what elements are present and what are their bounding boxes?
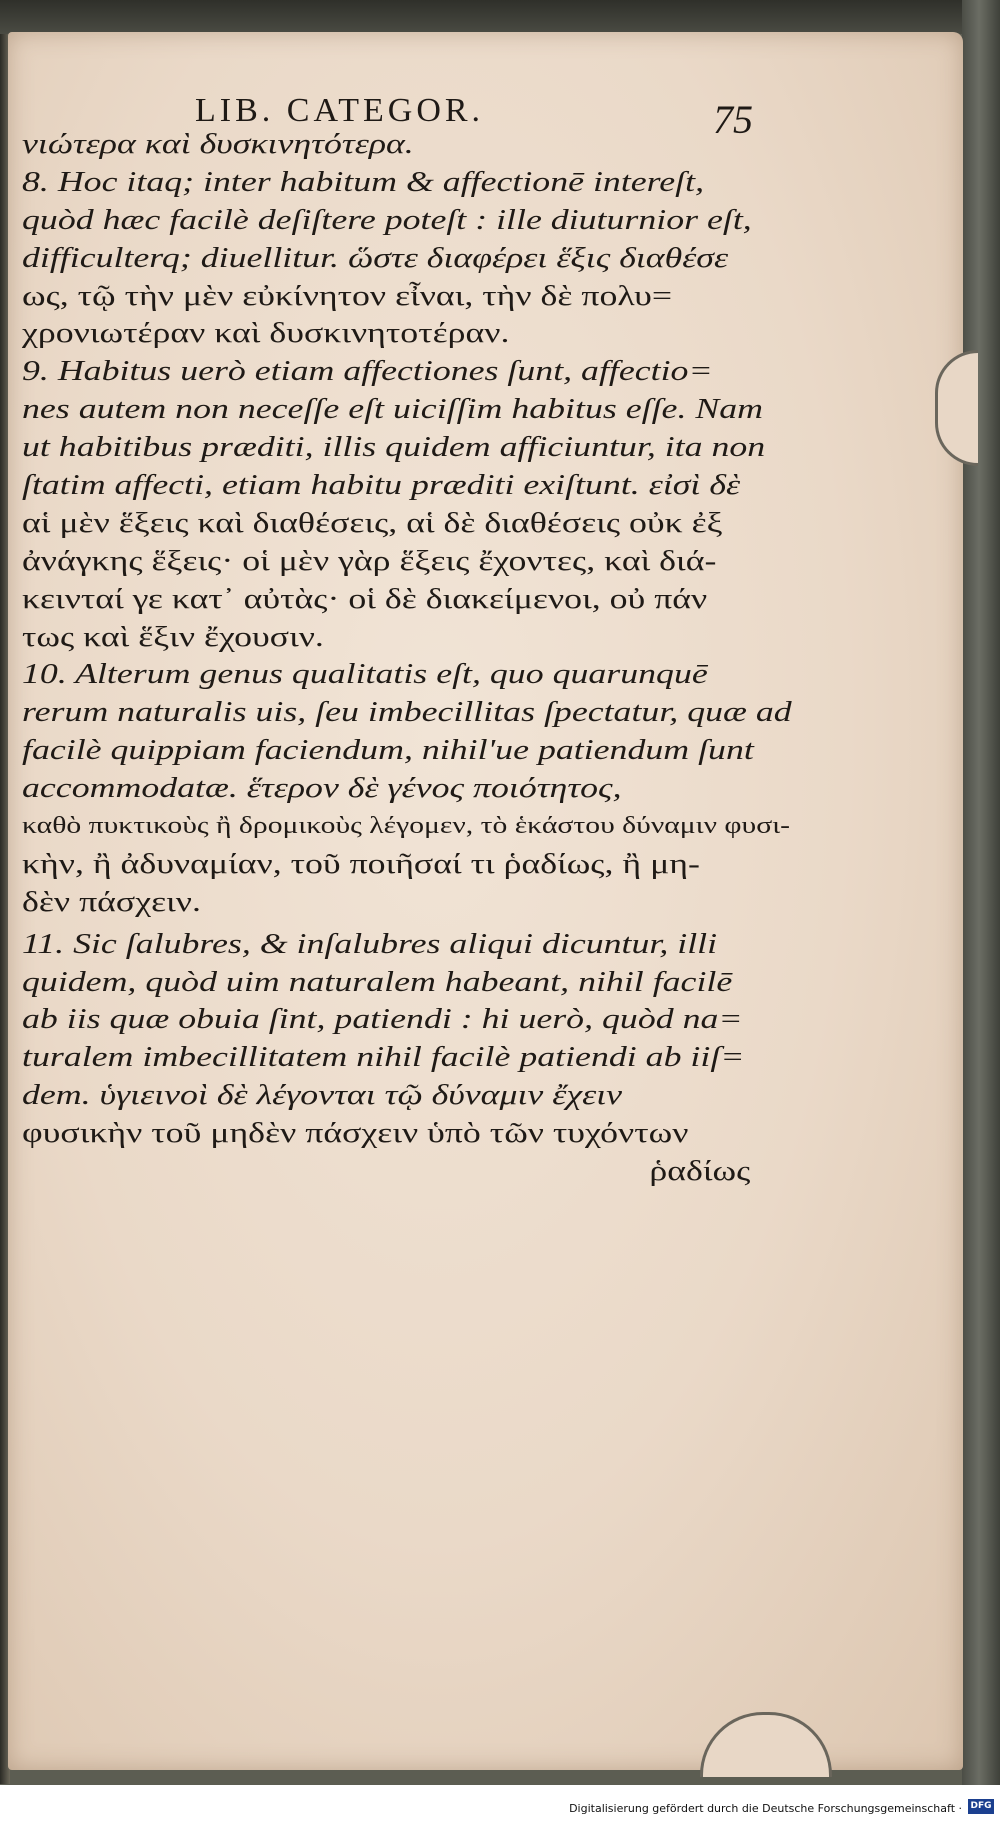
text-line: ως, τῷ τὴν μὲν εὐκίνητον εἶναι, τὴν δὲ πολυ= bbox=[22, 279, 673, 312]
book-cover-edge bbox=[962, 0, 1000, 1785]
text-line: χρονιωτέραν καὶ δυσκινητοτέραν. bbox=[22, 317, 510, 350]
page-number: 75 bbox=[713, 97, 753, 142]
text-line: κεινταί γε κατ᾽ αὐτὰς· οἱ δὲ διακείμενοι, οὐ πάν bbox=[22, 582, 708, 615]
text-line: κὴν, ἢ ἀδυναμίαν, τοῦ ποιῆσαί τι ῥαδίως, ἢ μη- bbox=[22, 847, 700, 880]
text-line: dem. ὑγιεινοὶ δὲ λέγονται τῷ δύναμιν ἔχειν bbox=[22, 1079, 623, 1112]
text-line: ἀνάγκης ἕξεις· οἱ μὲν γὰρ ἕξεις ἔχοντες, καὶ διά- bbox=[22, 544, 717, 577]
text-line: rerum naturalis uis, ſeu imbecillitas ſpectatur, quæ ad bbox=[22, 696, 792, 729]
digitization-credit: Digitalisierung gefördert durch die Deutsche Forschungsgemeinschaft · bbox=[569, 1802, 962, 1815]
scan-top-shadow bbox=[0, 0, 1000, 34]
text-line: 10. Alterum genus qualitatis eſt, quo quarunquē bbox=[22, 658, 708, 691]
text-line: αἱ μὲν ἕξεις καὶ διαθέσεις, αἱ δὲ διαθέσεις οὐκ ἐξ bbox=[22, 506, 723, 539]
text-line: 11. Sic ſalubres, & inſalubres aliqui dicuntur, illi bbox=[22, 927, 718, 960]
page-text-block bbox=[22, 92, 924, 1191]
text-line: ab iis quæ obuia ſint, patiendi : hi uerò, quòd na= bbox=[22, 1003, 743, 1036]
text-line: φυσικὴν τοῦ μηδὲν πάσχειν ὑπὸ τῶν τυχόντων bbox=[22, 1117, 689, 1150]
catchword: ῥαδίως bbox=[649, 1155, 751, 1188]
running-head: LIB. CATEGOR. bbox=[195, 92, 485, 129]
text-line: turalem imbecillitatem nihil facilè patiendi ab iiſ= bbox=[22, 1041, 745, 1074]
text-line: quòd hæc facilè deſiſtere poteſt : ille diuturnior eſt, bbox=[22, 203, 752, 236]
text-line: facilè quippiam faciendum, nihil'ue patiendum ſunt bbox=[22, 734, 754, 767]
text-line: νιώτερα καὶ δυσκινητότερα. bbox=[22, 128, 414, 160]
text-line: nes autem non neceſſe eſt uiciſſim habitus eſſe. Nam bbox=[22, 393, 764, 426]
text-line: accommodatæ. ἕτερον δὲ γένος ποιότητος, bbox=[22, 772, 622, 805]
dfg-logo: DFG bbox=[968, 1799, 994, 1814]
text-line: 8. Hoc itaq; inter habitum & affectionē intereſt, bbox=[22, 165, 705, 198]
text-line: τως καὶ ἕξιν ἔχουσιν. bbox=[22, 620, 324, 653]
text-line: ſtatim affecti, etiam habitu præditi exiſtunt. εἰσὶ δὲ bbox=[22, 469, 741, 502]
text-line: quidem, quòd uim naturalem habeant, nihil facilē bbox=[22, 965, 733, 998]
text-line: δὲν πάσχειν. bbox=[22, 885, 201, 918]
text-line: ut habitibus præditi, illis quidem afficiuntur, ita non bbox=[22, 431, 766, 464]
text-line: καθὸ πυκτικοὺς ἢ δρομικοὺς λέγομεν, τὸ ἑκάστου δύναμιν φυσι- bbox=[22, 813, 791, 840]
text-line: difficulterq; diuellitur. ὥστε διαφέρει ἕξις διαθέσε bbox=[22, 241, 729, 274]
text-line: 9. Habitus uerò etiam affectiones ſunt, affectio= bbox=[22, 355, 713, 388]
